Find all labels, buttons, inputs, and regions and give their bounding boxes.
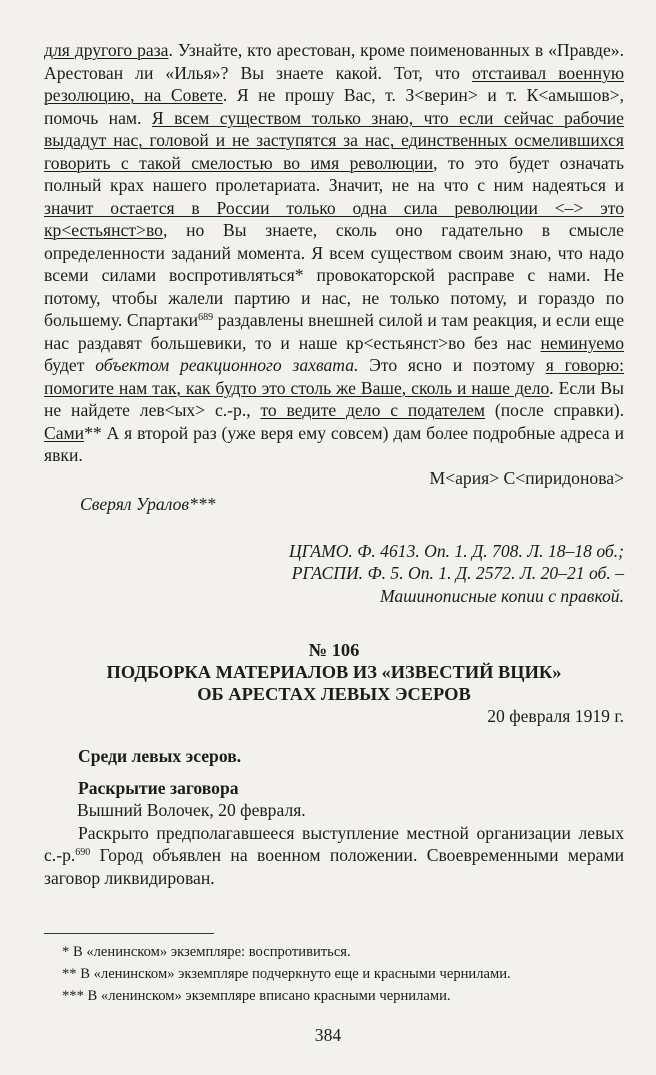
document-number: № 106 <box>308 640 360 660</box>
underlined-text: я говорю: помогите нам так, как будто это столь же Ваше, сколь и наше дело <box>44 355 624 398</box>
letter-text <box>44 39 624 607</box>
text-run: Раскрыто предполагавшееся выступление местной организации левых с.-р. <box>44 822 624 865</box>
text-run: . Я не прошу Вас, т. З<верин> и т. К<амышов>, помочь нам. <box>44 85 624 128</box>
signature: М<ария> С<пиридонова> <box>429 467 624 488</box>
underlined-text: значит остается в России только одна сила революции <–> это кр<естьянст>во <box>44 197 624 240</box>
text-run: будет <box>44 355 96 375</box>
text-run: , но Вы знаете, сколь оно гадательно в смысле определенности заданий момента. Я всем существом своим знаю, что надо всеми силами воспротивляться* провокаторской расправе с нами. Не потому, чтобы жалели партию и нас, не только потому, и гораздо по большему. Спартаки <box>44 220 624 330</box>
document-title: ПОДБОРКА МАТЕРИАЛОВ ИЗ «ИЗВЕСТИЙ ВЦИК» <box>106 662 562 682</box>
archive-line: ЦГАМО. Ф. 4613. Оп. 1. Д. 708. Л. 18–18 об.; <box>288 540 624 561</box>
document-title: ОБ АРЕСТАХ ЛЕВЫХ ЭСЕРОВ <box>197 684 471 704</box>
archive-line: Машинописные копии с правкой. <box>380 585 624 606</box>
verified-by: Сверял Уралов*** <box>80 494 216 514</box>
text-run: , то это будет означать полный крах нашего пролетариата. Значит, не на что с ним надеяться и <box>44 152 624 195</box>
footnote: * В «ленинском» экземпляре: воспротивиться. <box>62 944 351 960</box>
text-run: ** А я второй раз (уже веря ему совсем) дам более подробные адреса и явки. <box>44 422 624 465</box>
text-run: Город объявлен на военном положении. Своевременными мерами заговор ликвидирован. <box>44 845 624 888</box>
document-heading <box>44 639 624 705</box>
text-run: раздавлены внешней силой и там реакция, и если еще нас раздавят большевики, то и наше кр<естьянст>во без нас <box>44 310 625 353</box>
text-run: . Узнайте, кто арестован, кроме поименованных в «Правде». Арестован ли «Илья»? Вы знаете какой. Тот, что <box>44 40 625 83</box>
footnote: ** В «ленинском» экземпляре подчеркнуто еще и красными чернилами. <box>62 966 511 982</box>
document-date: 20 февраля 1919 г. <box>487 706 624 726</box>
underlined-text: Сами <box>44 422 85 443</box>
footnote-ref: 690 <box>75 847 91 858</box>
news-body <box>44 822 624 890</box>
news-heading: Среди левых эсеров. <box>78 746 242 766</box>
underlined-text: отстаивал военную резолюцию, на Совете <box>44 62 625 105</box>
underlined-text: Я всем существом только знаю, что если сейчас рабочие выдадут нас, головой и не заступятся за нас, единственных осмелившихся говорить с такой смелостью во имя революции <box>44 107 624 173</box>
news-item <box>44 745 624 889</box>
footnote: *** В «ленинском» экземпляре вписано красными чернилами. <box>62 988 451 1004</box>
footnote-ref: 689 <box>198 312 214 323</box>
footnotes <box>62 941 642 1007</box>
italic-text: объектом реакционного захвата. <box>95 355 359 375</box>
underlined-text: для другого раза <box>44 40 169 60</box>
underlined-text: то ведите дело с подателем <box>260 400 486 420</box>
page-number: 384 <box>314 1025 342 1045</box>
archive-reference <box>44 540 624 608</box>
news-dateline: Вышний Волочек, 20 февраля. <box>77 800 306 820</box>
archive-line: РГАСПИ. Ф. 5. Оп. 1. Д. 2572. Л. 20–21 об. – <box>291 563 624 583</box>
underlined-text: неминуемо <box>540 332 624 353</box>
news-subheading: Раскрытие заговора <box>78 777 239 798</box>
text-run: (после справки). <box>485 400 625 420</box>
letter-paragraph <box>44 39 624 467</box>
text-run: . Если Вы не найдете лев<ых> с.-р., <box>44 377 624 420</box>
footnote-divider <box>44 933 214 934</box>
text-run: Это ясно и поэтому <box>358 355 546 375</box>
